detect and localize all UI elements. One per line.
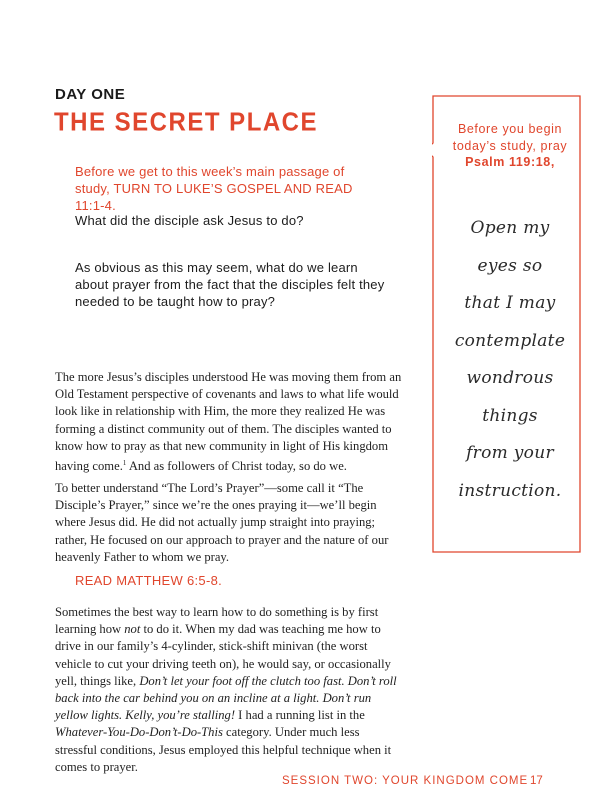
intro-lead: Before we get to this week’s main passage of study, — [75, 164, 345, 196]
verse-line: eyes so — [477, 255, 543, 276]
body-paragraph-2: To better understand “The Lord’s Prayer”—some call it “The Disciple’s Prayer,” since we’re the ones praying it—we’ll begin where Jesus did. He did not actually jump straight into praying; rather, He focused on our approach to prayer and the nature of our heavenly Father to whom we pray. — [55, 481, 389, 564]
paragraph-3-quote: Don’t let your foot off the clutch too fast. Don’t roll back into the car behind you on an incline at a light. Don’t run yellow lights. Kelly, you’re stalling! — [55, 673, 397, 723]
verse-line: instruction. — [458, 480, 562, 501]
paragraph-3-text-a: Sometimes the best way to learn how to do something is by first learning how — [55, 605, 379, 637]
verse-line: contemplate — [454, 330, 566, 351]
day-label: DAY ONE — [55, 86, 126, 103]
body-paragraph-1 — [55, 369, 410, 475]
study-question-2: As obvious as this may seem, what do we learn about prayer from the fact that the disciples felt they needed to be taught how to pray? — [75, 260, 385, 309]
paragraph-3-text-d: category. Under much less stressful conditions, Jesus employed this helpful technique when it comes to prayer. — [55, 725, 392, 774]
sidebar-reference: Psalm 119:18, — [465, 155, 555, 169]
paragraph-3-text-b: to do it. When my dad was teaching me how to drive in our family’s 4-cylinder, stick-shift minivan (the worst vehicle to cut your driving teeth on), he would say, or occasionally yell, things like, — [55, 622, 391, 688]
paragraph-1-text: The more Jesus’s disciples understood He was moving them from an Old Testament perspective of covenants and laws to what life would look like in relationship with Him, the more they realized He was forming a distinct community out of them. The disciples wanted to know how to pray as that new community in light of His kingdom having come. — [55, 370, 402, 474]
read-instruction: READ MATTHEW 6:5-8. — [75, 573, 223, 588]
sidebar-lead: Before you begin today’s study, pray — [452, 122, 568, 153]
sidebar-prayer-prompt — [440, 121, 580, 171]
section-title: THE SECRET PLACE — [54, 108, 319, 138]
paragraph-3-category: Whatever-You-Do-Don’t-Do-This — [55, 725, 223, 740]
paragraph-3-text-c: I had a running list in the — [235, 708, 365, 723]
sidebar-verse — [440, 210, 580, 510]
footnote-marker: 1 — [122, 459, 127, 468]
verse-line: things — [482, 405, 538, 426]
verse-line: from your — [466, 443, 554, 463]
study-question-1: What did the disciple ask Jesus to do? — [75, 213, 304, 228]
verse-line: Open my — [470, 218, 550, 238]
intro-prompt — [75, 163, 375, 214]
body-paragraph-3 — [55, 604, 400, 776]
verse-line: that I may — [464, 293, 556, 313]
intro-instruction: TURN TO LUKE’S GOSPEL AND READ 11:1-4. — [75, 181, 353, 213]
verse-line: wondrous — [466, 368, 554, 388]
paragraph-3-emphasis: not — [124, 622, 141, 637]
paragraph-1-end: And as followers of Christ today, so do we. — [126, 459, 347, 474]
page-number: 17 — [530, 775, 543, 787]
running-footer: SESSION TWO: YOUR KINGDOM COME — [282, 775, 529, 787]
